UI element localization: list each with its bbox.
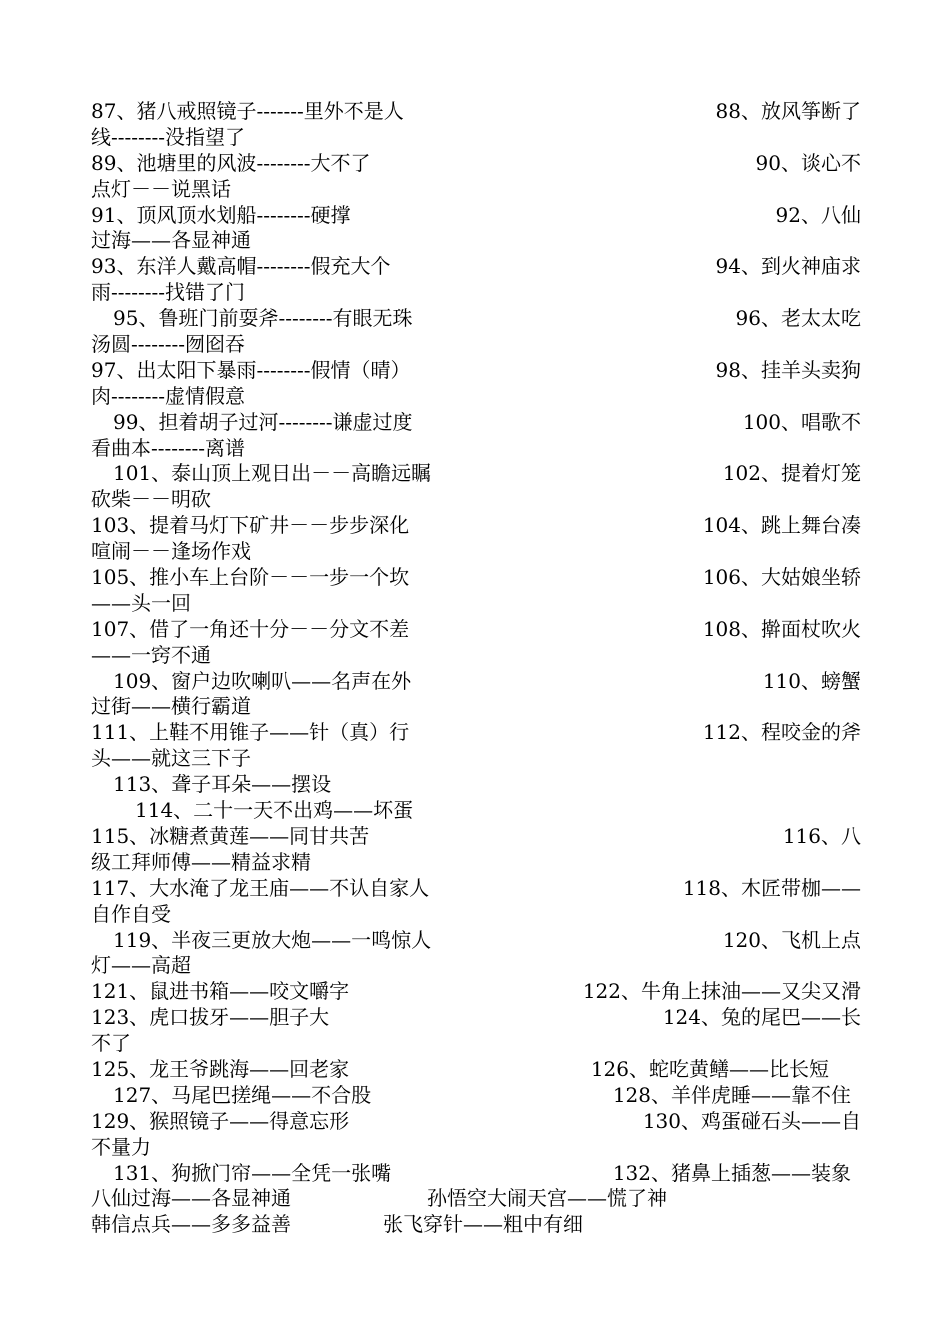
entry-89: 89、池塘里的风波--------大不了 — [91, 150, 371, 175]
entry-baxian: 八仙过海——各显神通 — [91, 1186, 291, 1211]
list-line — [91, 436, 861, 462]
entry-94-continued: 雨--------找错了门 — [91, 280, 246, 305]
entry-100: 100、唱歌不 — [742, 409, 861, 434]
list-line — [91, 1109, 861, 1135]
entry-93: 93、东洋人戴高帽--------假充大个 — [91, 254, 391, 279]
list-line — [91, 1005, 861, 1031]
entry-122: 122、牛角上抹油——又尖又滑 — [582, 979, 861, 1004]
entry-98: 98、挂羊头卖狗 — [715, 357, 861, 382]
entry-106: 106、大姑娘坐轿 — [702, 565, 861, 590]
entry-90: 90、谈心不 — [755, 150, 861, 175]
entry-92: 92、八仙 — [775, 202, 861, 227]
entry-97: 97、出太阳下暴雨--------假情（晴） — [91, 357, 411, 382]
entry-sunwukong: 孙悟空大闹天宫——慌了神 — [427, 1186, 667, 1211]
entry-104: 104、跳上舞台凑 — [702, 513, 861, 538]
list-line — [91, 850, 861, 876]
list-line — [91, 669, 861, 695]
entry-100-continued: 看曲本--------离谱 — [91, 435, 246, 460]
list-line — [91, 513, 861, 539]
entry-130-continued: 不量力 — [91, 1134, 151, 1159]
entry-126: 126、蛇吃黄鳝——比长短 — [590, 1056, 829, 1081]
list-line — [91, 125, 861, 151]
list-line — [91, 876, 861, 902]
list-line — [91, 1212, 861, 1238]
entry-110: 110、螃蟹 — [762, 668, 861, 693]
list-line — [91, 824, 861, 850]
list-line — [91, 461, 861, 487]
entry-96: 96、老太太吃 — [735, 306, 861, 331]
entry-102: 102、提着灯笼 — [722, 461, 861, 486]
list-line — [91, 979, 861, 1005]
list-line — [91, 203, 861, 229]
list-line — [91, 228, 861, 254]
entry-106-continued: ——头一回 — [91, 590, 191, 615]
list-line — [91, 902, 861, 928]
list-line — [91, 1083, 861, 1109]
entry-124: 124、兔的尾巴——长 — [662, 1005, 861, 1030]
entry-114: 114、二十一天不出鸡——坏蛋 — [135, 798, 414, 823]
entry-116: 116、八 — [782, 823, 861, 848]
entry-92-continued: 过海——各显神通 — [91, 228, 251, 253]
entry-127: 127、马尾巴搓绳——不合股 — [113, 1082, 372, 1107]
entry-95: 95、鲁班门前耍斧--------有眼无珠 — [113, 306, 413, 331]
entry-90-continued: 点灯－－说黑话 — [91, 176, 231, 201]
entry-131: 131、狗掀门帘——全凭一张嘴 — [113, 1160, 392, 1185]
list-line — [91, 487, 861, 513]
list-line — [91, 720, 861, 746]
list-line — [91, 928, 861, 954]
list-line — [91, 1161, 861, 1187]
list-line — [91, 953, 861, 979]
list-line — [91, 746, 861, 772]
list-line — [91, 617, 861, 643]
list-line — [91, 280, 861, 306]
list-line — [91, 1057, 861, 1083]
entry-108: 108、擀面杖吹火 — [702, 616, 861, 641]
entry-111: 111、上鞋不用锥子——针（真）行 — [91, 720, 410, 745]
entry-118: 118、木匠带枷—— — [682, 875, 861, 900]
list-line — [91, 1186, 861, 1212]
list-line — [91, 332, 861, 358]
entry-120: 120、飞机上点 — [722, 927, 861, 952]
entry-129: 129、猴照镜子——得意忘形 — [91, 1108, 350, 1133]
entry-121: 121、鼠进书箱——咬文嚼字 — [91, 979, 350, 1004]
entry-117: 117、大水淹了龙王庙——不认自家人 — [91, 875, 430, 900]
entry-113: 113、聋子耳朵——摆设 — [113, 772, 332, 797]
entry-91: 91、顶风顶水划船--------硬撑 — [91, 202, 351, 227]
list-line — [91, 539, 861, 565]
entry-112-continued: 头——就这三下子 — [91, 746, 251, 771]
entry-132: 132、猪鼻上插葱——装象 — [612, 1160, 851, 1185]
entry-108-continued: ——一窍不通 — [91, 642, 211, 667]
list-line — [91, 151, 861, 177]
list-line — [91, 591, 861, 617]
list-line — [91, 565, 861, 591]
entry-102-continued: 砍柴－－明砍 — [91, 487, 211, 512]
entry-96-continued: 汤圆--------囫囵吞 — [91, 332, 246, 357]
list-line — [91, 410, 861, 436]
xiehouyu-list — [91, 99, 861, 1238]
entry-88-continued: 线--------没指望了 — [91, 124, 246, 149]
list-line — [91, 384, 861, 410]
list-line — [91, 99, 861, 125]
entry-128: 128、羊伴虎睡——靠不住 — [612, 1082, 851, 1107]
entry-124-continued: 不了 — [91, 1031, 131, 1056]
entry-119: 119、半夜三更放大炮——一鸣惊人 — [113, 927, 432, 952]
entry-120-continued: 灯——高超 — [91, 953, 191, 978]
list-line — [91, 772, 861, 798]
list-line — [91, 254, 861, 280]
entry-101: 101、泰山顶上观日出－－高瞻远瞩 — [113, 461, 432, 486]
entry-94: 94、到火神庙求 — [715, 254, 861, 279]
list-line — [91, 694, 861, 720]
entry-88: 88、放风筝断了 — [715, 99, 861, 123]
entry-123: 123、虎口拔牙——胆子大 — [91, 1005, 330, 1030]
entry-125: 125、龙王爷跳海——回老家 — [91, 1056, 350, 1081]
entry-hanxin: 韩信点兵——多多益善 — [91, 1212, 291, 1237]
entry-105: 105、推小车上台阶－－一步一个坎 — [91, 565, 410, 590]
entry-87: 87、猪八戒照镜子-------里外不是人 — [91, 99, 404, 123]
entry-110-continued: 过街——横行霸道 — [91, 694, 251, 719]
entry-104-continued: 喧闹－－逢场作戏 — [91, 539, 251, 564]
entry-130: 130、鸡蛋碰石头——自 — [642, 1108, 861, 1133]
entry-103: 103、提着马灯下矿井－－步步深化 — [91, 513, 410, 538]
entry-98-continued: 肉--------虚情假意 — [91, 383, 246, 408]
entry-107: 107、借了一角还十分－－分文不差 — [91, 616, 410, 641]
entry-115: 115、冰糖煮黄莲——同甘共苦 — [91, 823, 370, 848]
list-line — [91, 306, 861, 332]
entry-112: 112、程咬金的斧 — [702, 720, 861, 745]
entry-118-continued: 自作自受 — [91, 901, 171, 926]
list-line — [91, 177, 861, 203]
list-line — [91, 1135, 861, 1161]
list-line — [91, 643, 861, 669]
entry-116-continued: 级工拜师傅——精益求精 — [91, 849, 311, 874]
entry-99: 99、担着胡子过河--------谦虚过度 — [113, 409, 413, 434]
list-line — [91, 1031, 861, 1057]
list-line — [91, 358, 861, 384]
list-line — [91, 798, 861, 824]
entry-zhangfei: 张飞穿针——粗中有细 — [383, 1212, 583, 1237]
entry-109: 109、窗户边吹喇叭——名声在外 — [113, 668, 412, 693]
